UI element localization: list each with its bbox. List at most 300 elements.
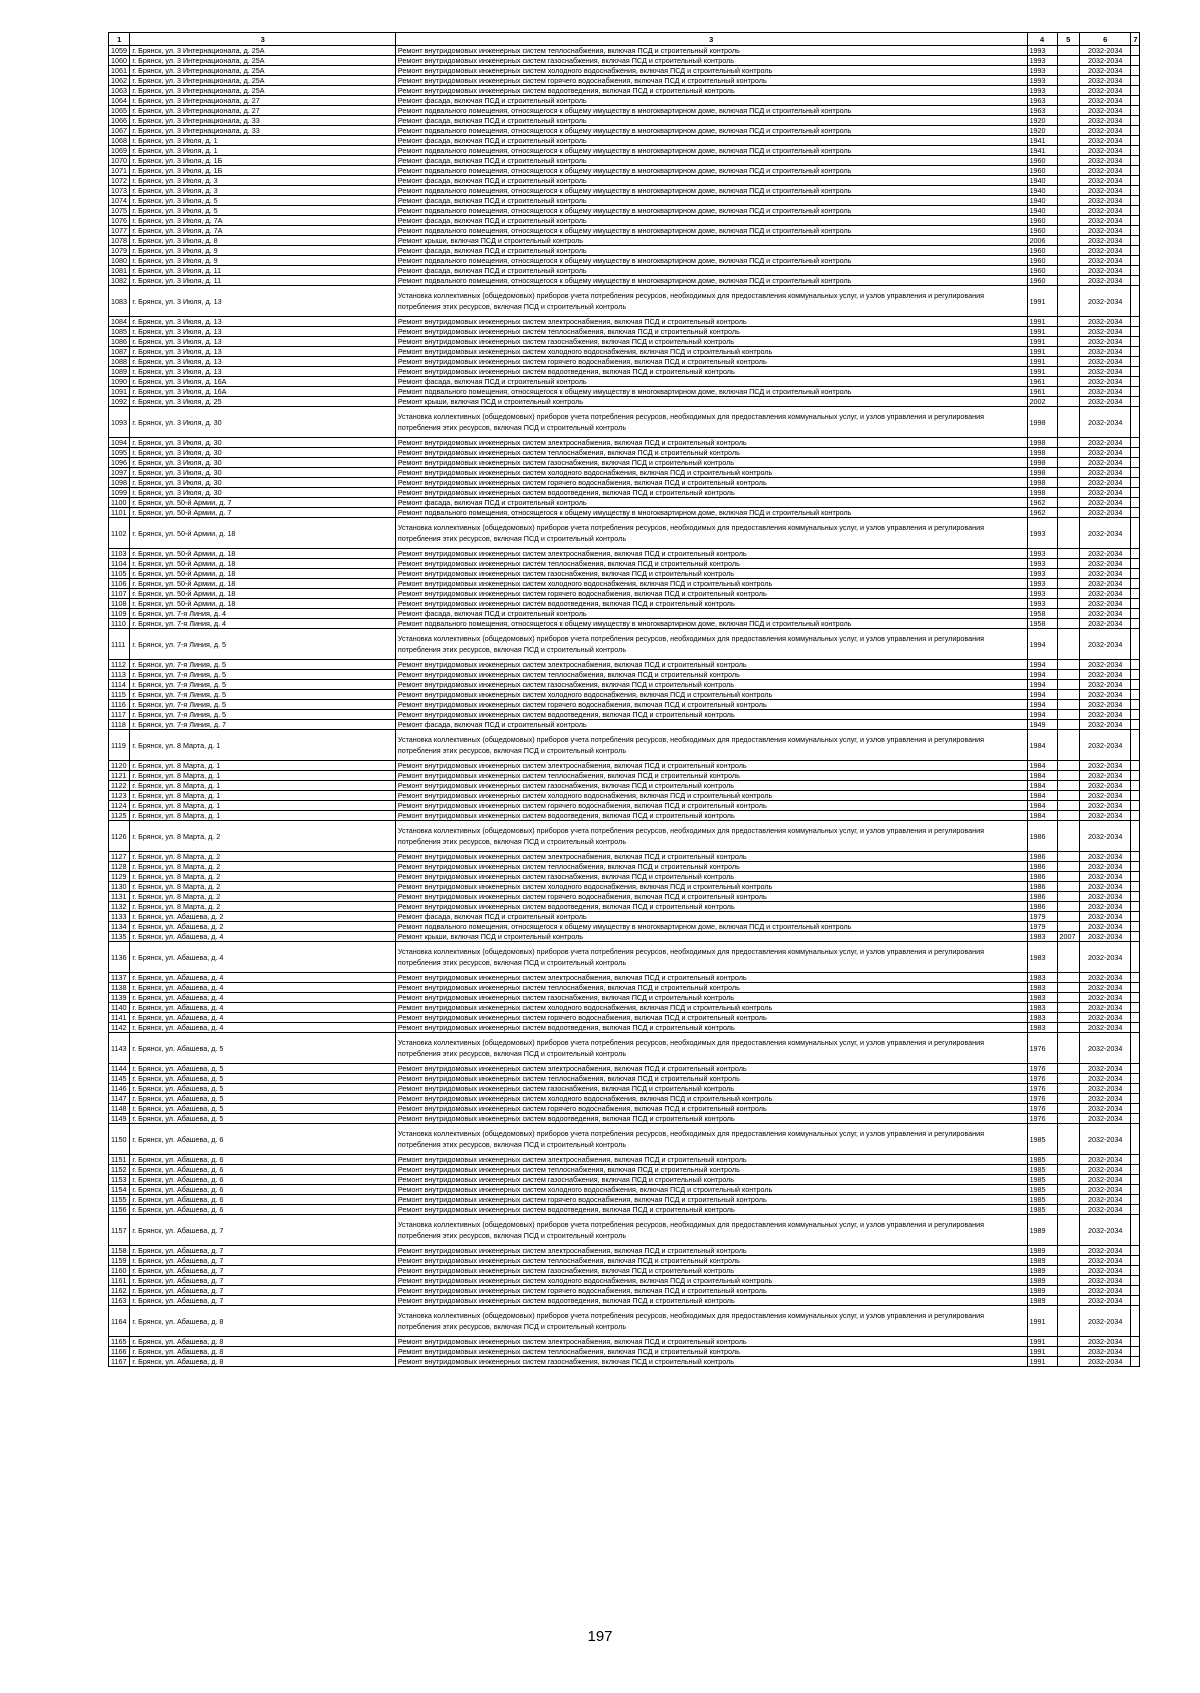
- table-row: [109, 680, 1140, 690]
- extra-cell: [1131, 116, 1140, 126]
- table-row: [109, 1114, 1140, 1124]
- row-number-cell: 1075: [109, 206, 130, 216]
- work-type-cell: Ремонт внутридомовых инженерных систем газоснабжения, включая ПСД и строительный контроль: [395, 1266, 1027, 1276]
- planned-period-cell: 2032-2034: [1080, 276, 1131, 286]
- last-repair-year-cell: [1057, 801, 1079, 811]
- year-built-cell: 1958: [1027, 609, 1057, 619]
- year-built-cell: 2006: [1027, 236, 1057, 246]
- extra-cell: [1131, 1357, 1140, 1367]
- extra-cell: [1131, 1215, 1140, 1246]
- planned-period-cell: 2032-2034: [1080, 1074, 1131, 1084]
- planned-period-cell: 2032-2034: [1080, 1357, 1131, 1367]
- extra-cell: [1131, 146, 1140, 156]
- row-number-cell: 1159: [109, 1256, 130, 1266]
- planned-period-cell: 2032-2034: [1080, 1013, 1131, 1023]
- work-type-cell: Ремонт внутридомовых инженерных систем холодного водоснабжения, включая ПСД и строительный контроль: [395, 468, 1027, 478]
- row-number-cell: 1073: [109, 186, 130, 196]
- last-repair-year-cell: [1057, 670, 1079, 680]
- address-cell: г. Брянск, ул. 3 Июля, д. 11: [130, 266, 396, 276]
- table-row: [109, 186, 1140, 196]
- extra-cell: [1131, 468, 1140, 478]
- work-type-cell: Ремонт внутридомовых инженерных систем газоснабжения, включая ПСД и строительный контроль: [395, 458, 1027, 468]
- row-number-cell: 1087: [109, 347, 130, 357]
- year-built-cell: 1941: [1027, 136, 1057, 146]
- last-repair-year-cell: [1057, 660, 1079, 670]
- work-type-cell: Ремонт внутридомовых инженерных систем горячего водоснабжения, включая ПСД и строительный контроль: [395, 1104, 1027, 1114]
- extra-cell: [1131, 619, 1140, 629]
- table-row: [109, 1155, 1140, 1165]
- year-built-cell: 1920: [1027, 116, 1057, 126]
- table-row: [109, 690, 1140, 700]
- extra-cell: [1131, 983, 1140, 993]
- planned-period-cell: 2032-2034: [1080, 730, 1131, 761]
- extra-cell: [1131, 236, 1140, 246]
- work-type-cell: Ремонт внутридомовых инженерных систем холодного водоснабжения, включая ПСД и строительный контроль: [395, 1185, 1027, 1195]
- extra-cell: [1131, 1205, 1140, 1215]
- last-repair-year-cell: [1057, 811, 1079, 821]
- table-row: [109, 670, 1140, 680]
- table-row: [109, 1276, 1140, 1286]
- extra-cell: [1131, 407, 1140, 438]
- planned-period-cell: 2032-2034: [1080, 407, 1131, 438]
- extra-cell: [1131, 286, 1140, 317]
- planned-period-cell: 2032-2034: [1080, 932, 1131, 942]
- work-type-cell: Ремонт внутридомовых инженерных систем теплоснабжения, включая ПСД и строительный контроль: [395, 46, 1027, 56]
- extra-cell: [1131, 46, 1140, 56]
- row-number-cell: 1079: [109, 246, 130, 256]
- planned-period-cell: 2032-2034: [1080, 791, 1131, 801]
- extra-cell: [1131, 1165, 1140, 1175]
- planned-period-cell: 2032-2034: [1080, 680, 1131, 690]
- year-built-cell: 1940: [1027, 176, 1057, 186]
- row-number-cell: 1166: [109, 1347, 130, 1357]
- planned-period-cell: 2032-2034: [1080, 66, 1131, 76]
- address-cell: г. Брянск, ул. Абашева, д. 8: [130, 1357, 396, 1367]
- address-cell: г. Брянск, ул. Абашева, д. 6: [130, 1175, 396, 1185]
- last-repair-year-cell: [1057, 821, 1079, 852]
- row-number-cell: 1146: [109, 1084, 130, 1094]
- row-number-cell: 1099: [109, 488, 130, 498]
- address-cell: г. Брянск, ул. Абашева, д. 5: [130, 1084, 396, 1094]
- work-type-cell: Ремонт внутридомовых инженерных систем теплоснабжения, включая ПСД и строительный контроль: [395, 670, 1027, 680]
- year-built-cell: 1983: [1027, 983, 1057, 993]
- last-repair-year-cell: [1057, 286, 1079, 317]
- table-row: [109, 862, 1140, 872]
- row-number-cell: 1150: [109, 1124, 130, 1155]
- last-repair-year-cell: [1057, 206, 1079, 216]
- planned-period-cell: 2032-2034: [1080, 1256, 1131, 1266]
- table-row: [109, 1215, 1140, 1246]
- extra-cell: [1131, 488, 1140, 498]
- address-cell: г. Брянск, ул. Абашева, д. 5: [130, 1094, 396, 1104]
- planned-period-cell: 2032-2034: [1080, 801, 1131, 811]
- last-repair-year-cell: [1057, 76, 1079, 86]
- table-row: [109, 549, 1140, 559]
- address-cell: г. Брянск, ул. 50-й Армии, д. 18: [130, 599, 396, 609]
- work-type-cell: Ремонт внутридомовых инженерных систем горячего водоснабжения, включая ПСД и строительный контроль: [395, 357, 1027, 367]
- extra-cell: [1131, 1306, 1140, 1337]
- row-number-cell: 1078: [109, 236, 130, 246]
- work-type-cell: Ремонт внутридомовых инженерных систем электроснабжения, включая ПСД и строительный контроль: [395, 1064, 1027, 1074]
- planned-period-cell: 2032-2034: [1080, 1205, 1131, 1215]
- year-built-cell: 1986: [1027, 902, 1057, 912]
- address-cell: г. Брянск, ул. 7-я Линия, д. 5: [130, 660, 396, 670]
- last-repair-year-cell: [1057, 1155, 1079, 1165]
- work-type-cell: Ремонт внутридомовых инженерных систем электроснабжения, включая ПСД и строительный контроль: [395, 1155, 1027, 1165]
- extra-cell: [1131, 1246, 1140, 1256]
- row-number-cell: 1091: [109, 387, 130, 397]
- table-row: [109, 1094, 1140, 1104]
- row-number-cell: 1089: [109, 367, 130, 377]
- year-built-cell: 1961: [1027, 387, 1057, 397]
- year-built-cell: 1983: [1027, 942, 1057, 973]
- table-row: [109, 932, 1140, 942]
- work-type-cell: Ремонт фасада, включая ПСД и строительный контроль: [395, 377, 1027, 387]
- header-cell: 6: [1080, 33, 1131, 46]
- extra-cell: [1131, 599, 1140, 609]
- work-type-cell: Установка коллективных (общедомовых) приборов учета потребления ресурсов, необходимых для предоставления коммунальных услуг, и узлов управления и регулирования потребления этих ресурсов, включая ПСД и строительный контроль: [395, 1124, 1027, 1155]
- year-built-cell: 1989: [1027, 1215, 1057, 1246]
- planned-period-cell: 2032-2034: [1080, 942, 1131, 973]
- row-number-cell: 1164: [109, 1306, 130, 1337]
- planned-period-cell: 2032-2034: [1080, 196, 1131, 206]
- year-built-cell: 1998: [1027, 468, 1057, 478]
- table-row: [109, 56, 1140, 66]
- year-built-cell: 1989: [1027, 1286, 1057, 1296]
- extra-cell: [1131, 902, 1140, 912]
- extra-cell: [1131, 670, 1140, 680]
- work-type-cell: Ремонт внутридомовых инженерных систем водоотведения, включая ПСД и строительный контроль: [395, 902, 1027, 912]
- planned-period-cell: 2032-2034: [1080, 1003, 1131, 1013]
- row-number-cell: 1116: [109, 700, 130, 710]
- planned-period-cell: 2032-2034: [1080, 983, 1131, 993]
- table-row: [109, 116, 1140, 126]
- extra-cell: [1131, 1104, 1140, 1114]
- year-built-cell: 1960: [1027, 246, 1057, 256]
- year-built-cell: 1962: [1027, 498, 1057, 508]
- extra-cell: [1131, 791, 1140, 801]
- address-cell: г. Брянск, ул. 3 Июля, д. 11: [130, 276, 396, 286]
- extra-cell: [1131, 357, 1140, 367]
- capital-repair-table: [108, 32, 1140, 1367]
- row-number-cell: 1065: [109, 106, 130, 116]
- last-repair-year-cell: [1057, 186, 1079, 196]
- address-cell: г. Брянск, ул. 7-я Линия, д. 5: [130, 629, 396, 660]
- year-built-cell: 1998: [1027, 488, 1057, 498]
- year-built-cell: 1960: [1027, 266, 1057, 276]
- address-cell: г. Брянск, ул. Абашева, д. 7: [130, 1266, 396, 1276]
- address-cell: г. Брянск, ул. Абашева, д. 4: [130, 993, 396, 1003]
- last-repair-year-cell: [1057, 96, 1079, 106]
- planned-period-cell: 2032-2034: [1080, 317, 1131, 327]
- work-type-cell: Ремонт подвального помещения, относящегося к общему имуществу в многоквартирном доме, включая ПСД и строительный контроль: [395, 146, 1027, 156]
- year-built-cell: 1994: [1027, 629, 1057, 660]
- planned-period-cell: 2032-2034: [1080, 882, 1131, 892]
- table-row: [109, 458, 1140, 468]
- row-number-cell: 1114: [109, 680, 130, 690]
- planned-period-cell: 2032-2034: [1080, 1094, 1131, 1104]
- address-cell: г. Брянск, ул. 3 Интернационала, д. 25А: [130, 66, 396, 76]
- extra-cell: [1131, 912, 1140, 922]
- address-cell: г. Брянск, ул. 3 Июля, д. 30: [130, 458, 396, 468]
- address-cell: г. Брянск, ул. 3 Интернационала, д. 25А: [130, 56, 396, 66]
- address-cell: г. Брянск, ул. 8 Марта, д. 2: [130, 862, 396, 872]
- address-cell: г. Брянск, ул. Абашева, д. 2: [130, 922, 396, 932]
- table-row: [109, 720, 1140, 730]
- extra-cell: [1131, 367, 1140, 377]
- last-repair-year-cell: [1057, 942, 1079, 973]
- register-sheet: [108, 32, 1140, 1367]
- planned-period-cell: 2032-2034: [1080, 448, 1131, 458]
- year-built-cell: 1940: [1027, 186, 1057, 196]
- address-cell: г. Брянск, ул. 50-й Армии, д. 18: [130, 589, 396, 599]
- table-row: [109, 498, 1140, 508]
- last-repair-year-cell: [1057, 56, 1079, 66]
- row-number-cell: 1106: [109, 579, 130, 589]
- work-type-cell: Ремонт внутридомовых инженерных систем холодного водоснабжения, включая ПСД и строительный контроль: [395, 1276, 1027, 1286]
- planned-period-cell: 2032-2034: [1080, 579, 1131, 589]
- planned-period-cell: 2032-2034: [1080, 771, 1131, 781]
- extra-cell: [1131, 660, 1140, 670]
- address-cell: г. Брянск, ул. Абашева, д. 7: [130, 1256, 396, 1266]
- year-built-cell: 1998: [1027, 458, 1057, 468]
- extra-cell: [1131, 76, 1140, 86]
- year-built-cell: 1991: [1027, 1337, 1057, 1347]
- work-type-cell: Ремонт крыши, включая ПСД и строительный контроль: [395, 236, 1027, 246]
- extra-cell: [1131, 710, 1140, 720]
- planned-period-cell: 2032-2034: [1080, 1124, 1131, 1155]
- work-type-cell: Ремонт внутридомовых инженерных систем теплоснабжения, включая ПСД и строительный контроль: [395, 559, 1027, 569]
- work-type-cell: Ремонт внутридомовых инженерных систем горячего водоснабжения, включая ПСД и строительный контроль: [395, 892, 1027, 902]
- table-row: [109, 488, 1140, 498]
- extra-cell: [1131, 549, 1140, 559]
- work-type-cell: Ремонт внутридомовых инженерных систем холодного водоснабжения, включая ПСД и строительный контроль: [395, 347, 1027, 357]
- last-repair-year-cell: [1057, 1215, 1079, 1246]
- address-cell: г. Брянск, ул. Абашева, д. 6: [130, 1195, 396, 1205]
- planned-period-cell: 2032-2034: [1080, 468, 1131, 478]
- table-row: [109, 882, 1140, 892]
- row-number-cell: 1096: [109, 458, 130, 468]
- planned-period-cell: 2032-2034: [1080, 266, 1131, 276]
- year-built-cell: 1983: [1027, 993, 1057, 1003]
- planned-period-cell: 2032-2034: [1080, 1276, 1131, 1286]
- year-built-cell: 1994: [1027, 660, 1057, 670]
- year-built-cell: 1983: [1027, 932, 1057, 942]
- planned-period-cell: 2032-2034: [1080, 46, 1131, 56]
- planned-period-cell: 2032-2034: [1080, 136, 1131, 146]
- row-number-cell: 1095: [109, 448, 130, 458]
- planned-period-cell: 2032-2034: [1080, 1337, 1131, 1347]
- last-repair-year-cell: [1057, 559, 1079, 569]
- planned-period-cell: 2032-2034: [1080, 478, 1131, 488]
- row-number-cell: 1135: [109, 932, 130, 942]
- address-cell: г. Брянск, ул. Абашева, д. 7: [130, 1276, 396, 1286]
- work-type-cell: Ремонт внутридомовых инженерных систем горячего водоснабжения, включая ПСД и строительный контроль: [395, 76, 1027, 86]
- extra-cell: [1131, 256, 1140, 266]
- work-type-cell: Ремонт подвального помещения, относящегося к общему имуществу в многоквартирном доме, включая ПСД и строительный контроль: [395, 256, 1027, 266]
- planned-period-cell: 2032-2034: [1080, 508, 1131, 518]
- year-built-cell: 1940: [1027, 206, 1057, 216]
- address-cell: г. Брянск, ул. 7-я Линия, д. 5: [130, 680, 396, 690]
- work-type-cell: Ремонт внутридомовых инженерных систем теплоснабжения, включая ПСД и строительный контроль: [395, 327, 1027, 337]
- last-repair-year-cell: [1057, 126, 1079, 136]
- row-number-cell: 1148: [109, 1104, 130, 1114]
- table-row: [109, 1124, 1140, 1155]
- extra-cell: [1131, 589, 1140, 599]
- extra-cell: [1131, 1114, 1140, 1124]
- last-repair-year-cell: [1057, 730, 1079, 761]
- row-number-cell: 1141: [109, 1013, 130, 1023]
- year-built-cell: 1949: [1027, 720, 1057, 730]
- extra-cell: [1131, 801, 1140, 811]
- last-repair-year-cell: [1057, 589, 1079, 599]
- year-built-cell: 1986: [1027, 862, 1057, 872]
- table-row: [109, 266, 1140, 276]
- last-repair-year-cell: [1057, 609, 1079, 619]
- last-repair-year-cell: [1057, 196, 1079, 206]
- year-built-cell: 1941: [1027, 146, 1057, 156]
- table-row: [109, 438, 1140, 448]
- row-number-cell: 1112: [109, 660, 130, 670]
- year-built-cell: 1991: [1027, 337, 1057, 347]
- year-built-cell: 1960: [1027, 166, 1057, 176]
- year-built-cell: 1985: [1027, 1205, 1057, 1215]
- work-type-cell: Ремонт внутридомовых инженерных систем теплоснабжения, включая ПСД и строительный контроль: [395, 448, 1027, 458]
- table-row: [109, 1306, 1140, 1337]
- table-row: [109, 106, 1140, 116]
- work-type-cell: Установка коллективных (общедомовых) приборов учета потребления ресурсов, необходимых для предоставления коммунальных услуг, и узлов управления и регулирования потребления этих ресурсов, включая ПСД и строительный контроль: [395, 286, 1027, 317]
- planned-period-cell: 2032-2034: [1080, 256, 1131, 266]
- year-built-cell: 1983: [1027, 1013, 1057, 1023]
- work-type-cell: Ремонт внутридомовых инженерных систем водоотведения, включая ПСД и строительный контроль: [395, 1296, 1027, 1306]
- year-built-cell: 1998: [1027, 478, 1057, 488]
- address-cell: г. Брянск, ул. 3 Июля, д. 5: [130, 206, 396, 216]
- year-built-cell: 1963: [1027, 96, 1057, 106]
- row-number-cell: 1122: [109, 781, 130, 791]
- address-cell: г. Брянск, ул. 3 Июля, д. 13: [130, 317, 396, 327]
- table-row: [109, 852, 1140, 862]
- year-built-cell: 1986: [1027, 892, 1057, 902]
- address-cell: г. Брянск, ул. Абашева, д. 8: [130, 1347, 396, 1357]
- last-repair-year-cell: [1057, 166, 1079, 176]
- row-number-cell: 1090: [109, 377, 130, 387]
- row-number-cell: 1067: [109, 126, 130, 136]
- planned-period-cell: 2032-2034: [1080, 116, 1131, 126]
- address-cell: г. Брянск, ул. Абашева, д. 5: [130, 1074, 396, 1084]
- row-number-cell: 1102: [109, 518, 130, 549]
- last-repair-year-cell: [1057, 629, 1079, 660]
- year-built-cell: 1991: [1027, 1357, 1057, 1367]
- planned-period-cell: 2032-2034: [1080, 96, 1131, 106]
- planned-period-cell: 2032-2034: [1080, 1286, 1131, 1296]
- work-type-cell: Ремонт внутридомовых инженерных систем газоснабжения, включая ПСД и строительный контроль: [395, 680, 1027, 690]
- planned-period-cell: 2032-2034: [1080, 1084, 1131, 1094]
- work-type-cell: Ремонт внутридомовых инженерных систем холодного водоснабжения, включая ПСД и строительный контроль: [395, 690, 1027, 700]
- header-cell: 1: [109, 33, 130, 46]
- work-type-cell: Ремонт подвального помещения, относящегося к общему имуществу в многоквартирном доме, включая ПСД и строительный контроль: [395, 206, 1027, 216]
- planned-period-cell: 2032-2034: [1080, 660, 1131, 670]
- last-repair-year-cell: [1057, 1094, 1079, 1104]
- extra-cell: [1131, 700, 1140, 710]
- address-cell: г. Брянск, ул. Абашева, д. 4: [130, 973, 396, 983]
- row-number-cell: 1115: [109, 690, 130, 700]
- address-cell: г. Брянск, ул. Абашева, д. 7: [130, 1246, 396, 1256]
- address-cell: г. Брянск, ул. 3 Июля, д. 5: [130, 196, 396, 206]
- table-row: [109, 96, 1140, 106]
- row-number-cell: 1070: [109, 156, 130, 166]
- work-type-cell: Установка коллективных (общедомовых) приборов учета потребления ресурсов, необходимых для предоставления коммунальных услуг, и узлов управления и регулирования потребления этих ресурсов, включая ПСД и строительный контроль: [395, 821, 1027, 852]
- extra-cell: [1131, 276, 1140, 286]
- table-row: [109, 508, 1140, 518]
- planned-period-cell: 2032-2034: [1080, 862, 1131, 872]
- table-row: [109, 1256, 1140, 1266]
- planned-period-cell: 2032-2034: [1080, 902, 1131, 912]
- last-repair-year-cell: [1057, 1266, 1079, 1276]
- row-number-cell: 1069: [109, 146, 130, 156]
- header-cell: 5: [1057, 33, 1079, 46]
- year-built-cell: 1989: [1027, 1276, 1057, 1286]
- work-type-cell: Ремонт фасада, включая ПСД и строительный контроль: [395, 720, 1027, 730]
- planned-period-cell: 2032-2034: [1080, 397, 1131, 407]
- row-number-cell: 1154: [109, 1185, 130, 1195]
- address-cell: г. Брянск, ул. 3 Интернационала, д. 25А: [130, 46, 396, 56]
- table-row: [109, 579, 1140, 589]
- row-number-cell: 1061: [109, 66, 130, 76]
- address-cell: г. Брянск, ул. 3 Июля, д. 1: [130, 136, 396, 146]
- row-number-cell: 1060: [109, 56, 130, 66]
- address-cell: г. Брянск, ул. Абашева, д. 4: [130, 1013, 396, 1023]
- table-row: [109, 1347, 1140, 1357]
- address-cell: г. Брянск, ул. 3 Июля, д. 30: [130, 468, 396, 478]
- address-cell: г. Брянск, ул. 8 Марта, д. 2: [130, 892, 396, 902]
- work-type-cell: Ремонт внутридомовых инженерных систем холодного водоснабжения, включая ПСД и строительный контроль: [395, 66, 1027, 76]
- planned-period-cell: 2032-2034: [1080, 549, 1131, 559]
- row-number-cell: 1127: [109, 852, 130, 862]
- extra-cell: [1131, 771, 1140, 781]
- extra-cell: [1131, 377, 1140, 387]
- row-number-cell: 1113: [109, 670, 130, 680]
- extra-cell: [1131, 246, 1140, 256]
- year-built-cell: 1986: [1027, 852, 1057, 862]
- address-cell: г. Брянск, ул. 50-й Армии, д. 18: [130, 569, 396, 579]
- extra-cell: [1131, 1185, 1140, 1195]
- extra-cell: [1131, 226, 1140, 236]
- year-built-cell: 1993: [1027, 579, 1057, 589]
- year-built-cell: 1991: [1027, 317, 1057, 327]
- last-repair-year-cell: [1057, 912, 1079, 922]
- last-repair-year-cell: [1057, 1205, 1079, 1215]
- year-built-cell: 1985: [1027, 1175, 1057, 1185]
- address-cell: г. Брянск, ул. Абашева, д. 6: [130, 1124, 396, 1155]
- work-type-cell: Ремонт внутридомовых инженерных систем теплоснабжения, включая ПСД и строительный контроль: [395, 1074, 1027, 1084]
- work-type-cell: Установка коллективных (общедомовых) приборов учета потребления ресурсов, необходимых для предоставления коммунальных услуг, и узлов управления и регулирования потребления этих ресурсов, включая ПСД и строительный контроль: [395, 730, 1027, 761]
- extra-cell: [1131, 96, 1140, 106]
- last-repair-year-cell: [1057, 1296, 1079, 1306]
- extra-cell: [1131, 781, 1140, 791]
- table-row: [109, 1165, 1140, 1175]
- year-built-cell: 1984: [1027, 811, 1057, 821]
- last-repair-year-cell: [1057, 771, 1079, 781]
- work-type-cell: Установка коллективных (общедомовых) приборов учета потребления ресурсов, необходимых для предоставления коммунальных услуг, и узлов управления и регулирования потребления этих ресурсов, включая ПСД и строительный контроль: [395, 942, 1027, 973]
- work-type-cell: Установка коллективных (общедомовых) приборов учета потребления ресурсов, необходимых для предоставления коммунальных услуг, и узлов управления и регулирования потребления этих ресурсов, включая ПСД и строительный контроль: [395, 518, 1027, 549]
- extra-cell: [1131, 1286, 1140, 1296]
- work-type-cell: Ремонт внутридомовых инженерных систем водоотведения, включая ПСД и строительный контроль: [395, 86, 1027, 96]
- work-type-cell: Ремонт внутридомовых инженерных систем электроснабжения, включая ПСД и строительный контроль: [395, 549, 1027, 559]
- row-number-cell: 1155: [109, 1195, 130, 1205]
- address-cell: г. Брянск, ул. Абашева, д. 5: [130, 1033, 396, 1064]
- last-repair-year-cell: [1057, 337, 1079, 347]
- extra-cell: [1131, 156, 1140, 166]
